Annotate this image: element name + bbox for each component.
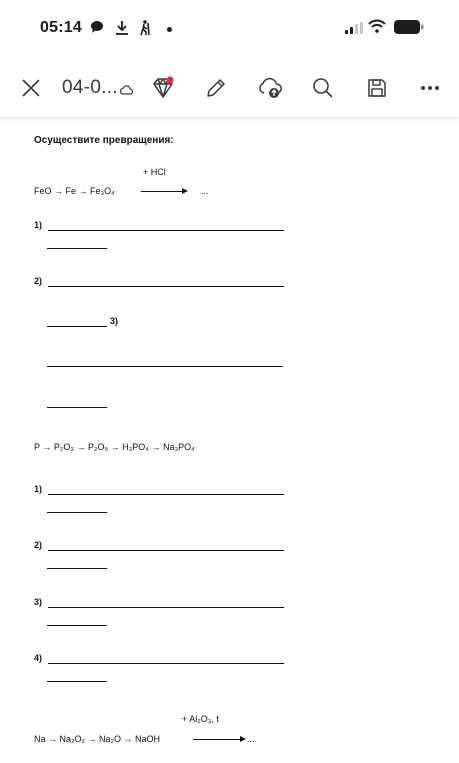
answer-line[interactable] — [47, 625, 107, 626]
chain3-arrow — [193, 739, 241, 740]
pen-icon — [204, 76, 228, 100]
search-icon — [311, 76, 335, 100]
answer-line[interactable] — [48, 286, 284, 287]
save-button[interactable] — [363, 74, 391, 102]
battery-icon — [394, 20, 424, 39]
answer-line[interactable] — [47, 366, 283, 367]
chain2-item-1-label: 1) — [34, 484, 43, 494]
answer-line[interactable] — [47, 326, 107, 327]
chain1-formula: FeO → Fe → Fe₃O₄ — [34, 186, 115, 196]
close-button[interactable] — [17, 74, 45, 102]
search-button[interactable] — [309, 74, 337, 102]
chain2-formula: P → P₂O₃ → P₂O₅ → H₃PO₄ → Na₃PO₄ — [34, 442, 195, 452]
upload-button[interactable] — [256, 74, 284, 102]
answer-line[interactable] — [47, 568, 107, 569]
answer-line[interactable] — [48, 550, 284, 551]
answer-line[interactable] — [48, 494, 284, 495]
ellipsis-icon — [418, 84, 442, 92]
answer-line[interactable] — [48, 607, 284, 608]
chain3-formula: Na → Na₂O₂ → Na₂O → NaOH — [34, 734, 161, 744]
chain3-condition: + Al₂O₃, t — [182, 714, 219, 724]
chain3-end: ... — [247, 734, 255, 744]
answer-line[interactable] — [47, 681, 107, 682]
answer-line[interactable] — [47, 512, 107, 513]
cellular-signal-icon — [345, 21, 363, 39]
message-bubble-icon — [90, 20, 104, 39]
task-heading: Осуществите превращения: — [34, 135, 174, 146]
document-toolbar — [0, 58, 459, 118]
diamond-icon — [150, 75, 176, 101]
notification-dot-icon — [167, 27, 172, 32]
chain1-end: ... — [201, 186, 209, 196]
close-icon — [20, 77, 42, 99]
premium-button[interactable] — [149, 74, 177, 102]
chain1-item-3-label: 3) — [110, 316, 119, 326]
cloud-upload-icon — [257, 75, 283, 101]
chain2-item-2-label: 2) — [34, 540, 43, 550]
edit-button[interactable] — [202, 74, 230, 102]
answer-line[interactable] — [47, 248, 107, 249]
hiker-icon — [138, 20, 152, 41]
answer-line[interactable] — [48, 230, 284, 231]
chain2-item-3-label: 3) — [34, 597, 43, 607]
document-title[interactable]: 04-0... — [62, 77, 118, 98]
more-options-button[interactable] — [416, 74, 444, 102]
chain1-arrow — [141, 191, 183, 192]
chain1-arrow-head — [182, 188, 188, 194]
wifi-icon — [368, 19, 386, 38]
cloud-sync-icon — [119, 82, 133, 100]
document-page[interactable] — [0, 120, 459, 763]
chain1-item-1-label: 1) — [34, 220, 43, 230]
download-icon — [115, 20, 129, 40]
answer-line[interactable] — [47, 407, 107, 408]
chain1-condition: + HCl — [143, 167, 166, 177]
answer-line[interactable] — [48, 663, 284, 664]
floppy-disk-icon — [365, 76, 389, 100]
chain3-arrow-head — [240, 736, 246, 742]
status-bar — [0, 0, 459, 58]
chain1-item-2-label: 2) — [34, 276, 43, 286]
status-time: 05:14 — [40, 19, 82, 36]
chain2-item-4-label: 4) — [34, 653, 43, 663]
